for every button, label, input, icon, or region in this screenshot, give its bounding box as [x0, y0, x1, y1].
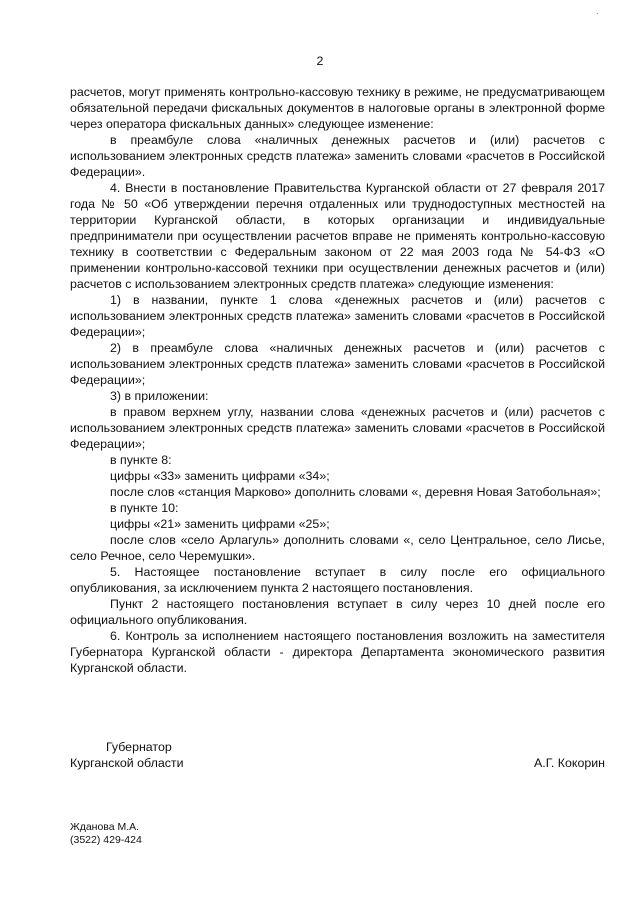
paragraph: 6. Контроль за исполнением настоящего постановления возложить на заместителя Губернатора Курганской области - директора Департамента экономического развития Курганской области.	[70, 629, 605, 675]
paragraph: в преамбуле слова «наличных денежных расчетов и (или) расчетов с использованием электронных средств платежа» заменить словами «расчетов в Российской Федерации».	[70, 133, 605, 179]
document-body	[70, 84, 605, 676]
signatory-name: А.Г. Кокорин	[533, 756, 605, 770]
corner-mark: ·	[596, 9, 599, 18]
signatory-position-line2: Курганской области	[70, 756, 184, 770]
paragraph: в пункте 10:	[110, 501, 179, 515]
paragraph: 5. Настоящее постановление вступает в силу после его официального опубликования, за исключением пункта 2 настоящего постановления.	[70, 565, 605, 595]
paragraph: 4. Внести в постановление Правительства Курганской области от 27 февраля 2017 года № 50 «Об утверждении перечня отдаленных или труднодоступных местностей на территории Курганской области, в которых организации и индивидуальные предприниматели при осуществлении расчетов вправе не применять контрольно-кассовую технику в соответствии с Федеральным законом от 22 мая 2003 года № 54-ФЗ «О применении контрольно-кассовой техники при осуществлении денежных расчетов и (или) расчетов с использованием электронных средств платежа» следующие изменения:	[70, 181, 605, 291]
paragraph: после слов «станция Марково» дополнить словами «, деревня Новая Затобольная»;	[110, 485, 601, 499]
signature-block	[70, 739, 605, 771]
paragraph: в пункте 8:	[110, 453, 172, 467]
executor-block	[70, 821, 142, 847]
paragraph: 3) в приложении:	[110, 389, 209, 403]
paragraph: расчетов, могут применять контрольно-кассовую технику в режиме, не предусматривающем обязательной передачи фискальных документов в налоговые органы в электронной форме через оператора фискальных данных» следующее изменение:	[70, 85, 605, 131]
signatory-position-line1: Губернатор	[106, 740, 172, 754]
paragraph: цифры «21» заменить цифрами «25»;	[110, 517, 330, 531]
paragraph: 2) в преамбуле слова «наличных денежных расчетов и (или) расчетов с использованием электронных средств платежа» заменить словами «расчетов в Российской Федерации»;	[70, 341, 605, 387]
paragraph: в правом верхнем углу, названии слова «денежных расчетов и (или) расчетов с использованием электронных средств платежа» заменить словами «расчетов в Российской Федерации»;	[70, 405, 605, 451]
executor-name: Жданова М.А.	[70, 821, 140, 833]
paragraph: 1) в названии, пункте 1 слова «денежных расчетов и (или) расчетов с использованием электронных средств платежа» заменить словами «расчетов в Российской Федерации»;	[70, 293, 605, 339]
paragraph: цифры «33» заменить цифрами «34»;	[110, 469, 330, 483]
page-number: 2	[316, 54, 324, 68]
paragraph: Пункт 2 настоящего постановления вступает в силу через 10 дней после его официального опубликования.	[70, 597, 605, 627]
executor-phone: (3522) 429-424	[70, 834, 142, 846]
paragraph: после слов «село Арлагуль» дополнить словами «, село Центральное, село Лисье, село Речное, село Черемушки».	[70, 533, 605, 563]
